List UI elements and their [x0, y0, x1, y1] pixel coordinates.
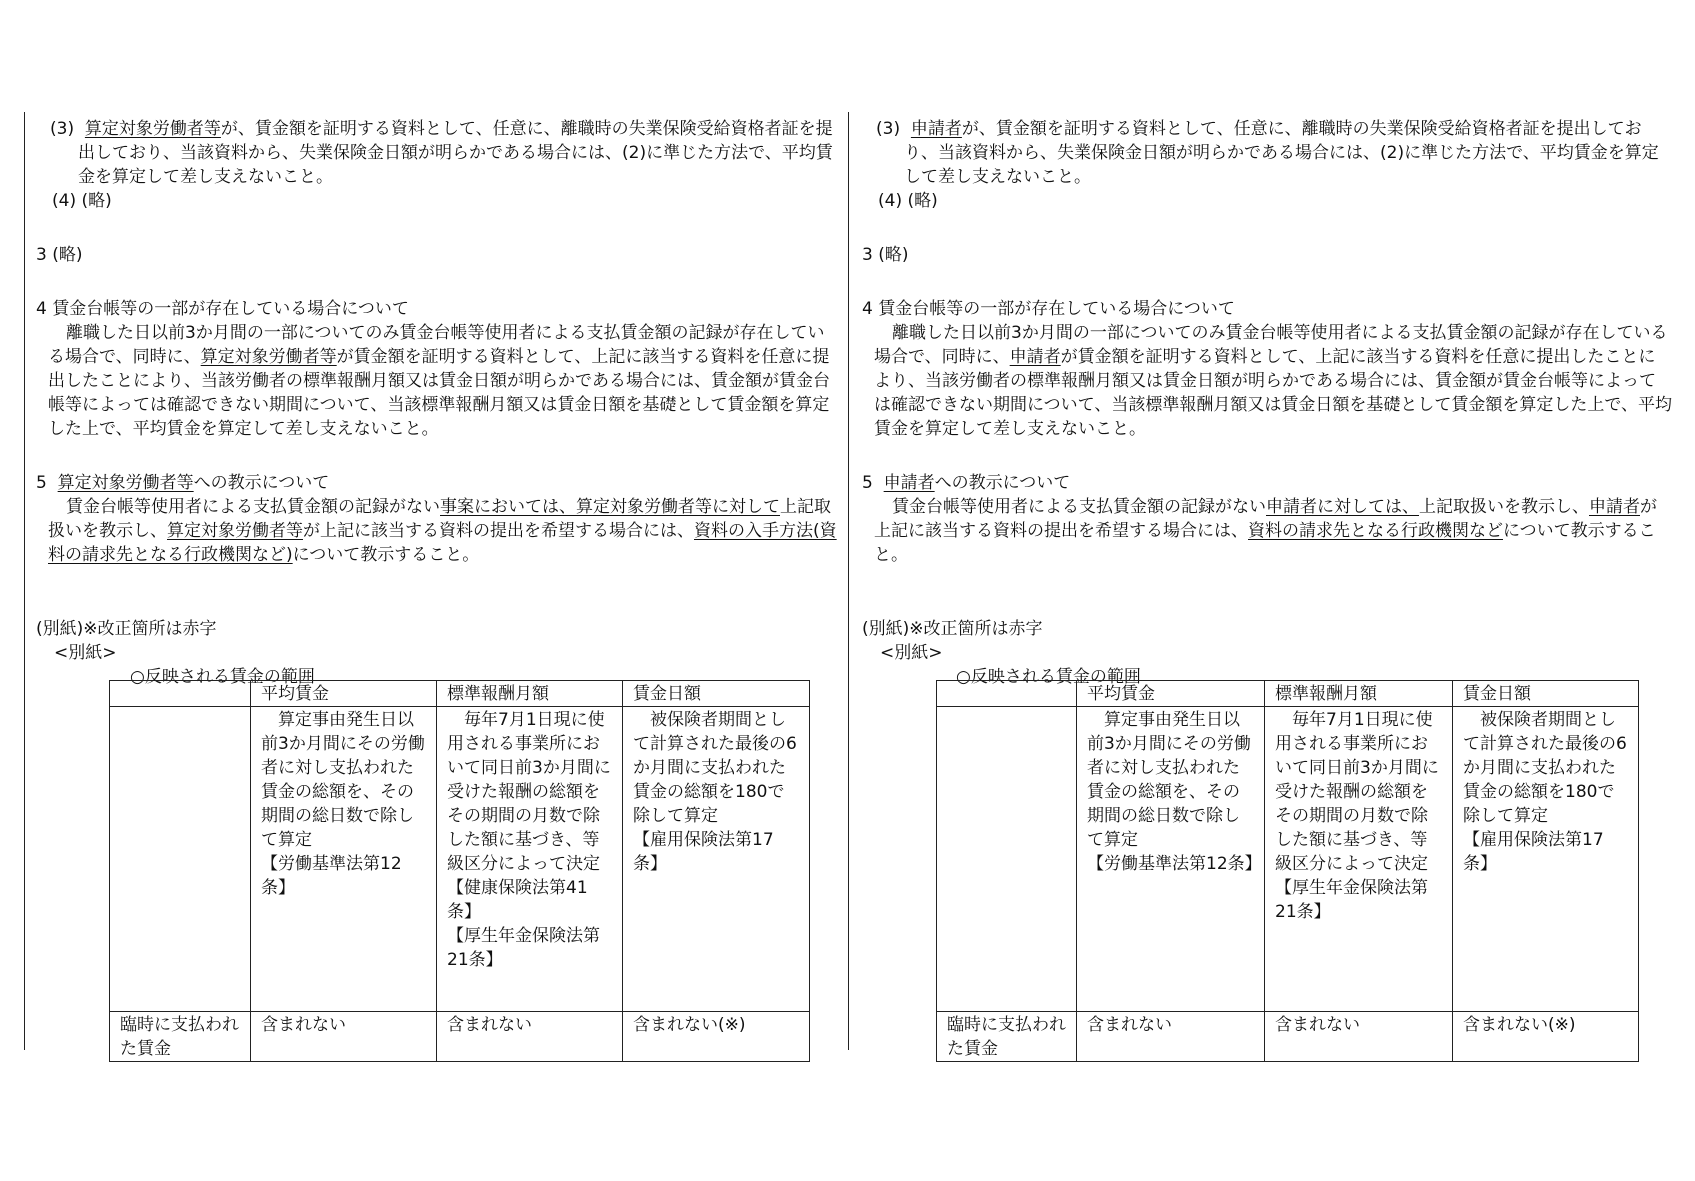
- right-row-daily: 含まれない(※): [1453, 1012, 1639, 1062]
- right-attachment-sub: <別紙>: [880, 643, 943, 663]
- right-column: [862, 117, 1672, 689]
- left-section-3: 3 (略): [36, 245, 83, 265]
- right-cell-avg: 算定事由発生日以前3か月間にその労働者に対し支払われた賃金の総額を、その期間の総日数で除して算定 【労働基準法第12条】: [1077, 707, 1265, 1012]
- left-body-blank: [110, 707, 251, 1012]
- right-section-4-heading: 4 賃金台帳等の一部が存在している場合について: [862, 299, 1235, 319]
- left-cell-daily: 被保険者期間として計算された最後の6か月間に支払われた賃金の総額を180で除して算定 【雇用保険法第17条】: [623, 707, 810, 1012]
- right-section-5-heading: 5 申請者への教示について: [862, 473, 1071, 493]
- left-row-label: 臨時に支払われた賃金: [110, 1012, 251, 1062]
- left-section-5-body: 賃金台帳等使用者による支払賃金額の記録がない事案においては、算定対象労働者等に対して上記取扱いを教示し、算定対象労働者等が上記に該当する資料の提出を希望する場合には、資料の入手方法(資料の請求先となる行政機関など)について教示すること。: [48, 497, 837, 565]
- right-header-daily: 賃金日額: [1453, 681, 1639, 707]
- left-row-avg: 含まれない: [251, 1012, 437, 1062]
- right-header-std: 標準報酬月額: [1265, 681, 1453, 707]
- left-attachment-sub: <別紙>: [54, 643, 117, 663]
- left-item-4: (4) (略): [52, 191, 112, 211]
- left-section-5-heading: 5 算定対象労働者等への教示について: [36, 473, 330, 493]
- left-cell-std: 毎年7月1日現に使用される事業所において同日前3か月間に受けた報酬の総額をその期間の月数で除した額に基づき、等級区分によって決定 【健康保険法第41条】 【厚生年金保険法第21条】: [437, 707, 623, 1012]
- right-row-std: 含まれない: [1265, 1012, 1453, 1062]
- left-header-std: 標準報酬月額: [437, 681, 623, 707]
- left-section-4-heading: 4 賃金台帳等の一部が存在している場合について: [36, 299, 409, 319]
- right-wage-table: [936, 680, 1639, 1062]
- left-table-caption: ○反映される賃金の範囲: [130, 667, 315, 687]
- left-column: [36, 117, 838, 689]
- left-row-daily: 含まれない(※): [623, 1012, 810, 1062]
- left-table-corner: [110, 681, 251, 707]
- right-row-avg: 含まれない: [1077, 1012, 1265, 1062]
- left-row-std: 含まれない: [437, 1012, 623, 1062]
- left-wage-table: [109, 680, 810, 1062]
- left-border-line: [24, 112, 25, 1050]
- left-header-avg: 平均賃金: [251, 681, 437, 707]
- right-item-3: (3) 申請者が、賃金額を証明する資料として、任意に、離職時の失業保険受給資格者証を提出しており、当該資料から、失業保険金日額が明らかである場合には、(2)に準じた方法で、平均賃金を算定して差し支えないこと。: [876, 119, 1659, 187]
- right-table-corner: [937, 681, 1077, 707]
- right-section-4-body: 離職した日以前3か月間の一部についてのみ賃金台帳等使用者による支払賃金額の記録が存在している場合で、同時に、申請者が賃金額を証明する資料として、上記に該当する資料を任意に提出したことにより、当該労働者の標準報酬月額又は賃金日額が明らかである場合には、賃金額が賃金台帳等によっては確認できない期間について、当該標準報酬月額又は賃金日額を基礎として賃金額を算定した上で、平均賃金を算定して差し支えないこと。: [874, 323, 1672, 439]
- left-section-4-body: 離職した日以前3か月間の一部についてのみ賃金台帳等使用者による支払賃金額の記録が存在している場合で、同時に、算定対象労働者等が賃金額を証明する資料として、上記に該当する資料を任意に提出したことにより、当該労働者の標準報酬月額又は賃金日額が明らかである場合には、賃金額が賃金台帳等によっては確認できない期間について、当該標準報酬月額又は賃金日額を基礎として賃金額を算定した上で、平均賃金を算定して差し支えないこと。: [48, 323, 830, 439]
- right-item-4: (4) (略): [878, 191, 938, 211]
- right-section-3: 3 (略): [862, 245, 909, 265]
- right-cell-std: 毎年7月1日現に使用される事業所において同日前3か月間に受けた報酬の総額をその期間の月数で除した額に基づき、等級区分によって決定 【厚生年金保険法第21条】: [1265, 707, 1453, 1012]
- center-divider-line: [848, 112, 849, 1050]
- left-attachment-label: (別紙)※改正箇所は赤字: [36, 619, 217, 639]
- right-row-label: 臨時に支払われた賃金: [937, 1012, 1077, 1062]
- left-header-daily: 賃金日額: [623, 681, 810, 707]
- right-header-avg: 平均賃金: [1077, 681, 1265, 707]
- left-item-3: (3) 算定対象労働者等が、賃金額を証明する資料として、任意に、離職時の失業保険受給資格者証を提出しており、当該資料から、失業保険金日額が明らかである場合には、(2)に準じた方法で、平均賃金を算定して差し支えないこと。: [50, 119, 833, 187]
- right-body-blank: [937, 707, 1077, 1012]
- right-table-caption: ○反映される賃金の範囲: [956, 667, 1141, 687]
- right-attachment-label: (別紙)※改正箇所は赤字: [862, 619, 1043, 639]
- left-cell-avg: 算定事由発生日以前3か月間にその労働者に対し支払われた賃金の総額を、その期間の総日数で除して算定 【労働基準法第12条】: [251, 707, 437, 1012]
- right-cell-daily: 被保険者期間として計算された最後の6か月間に支払われた賃金の総額を180で除して算定 【雇用保険法第17条】: [1453, 707, 1639, 1012]
- right-section-5-body: 賃金台帳等使用者による支払賃金額の記録がない申請者に対しては、上記取扱いを教示し、申請者が上記に該当する資料の提出を希望する場合には、資料の請求先となる行政機関などについて教示すること。: [874, 497, 1657, 565]
